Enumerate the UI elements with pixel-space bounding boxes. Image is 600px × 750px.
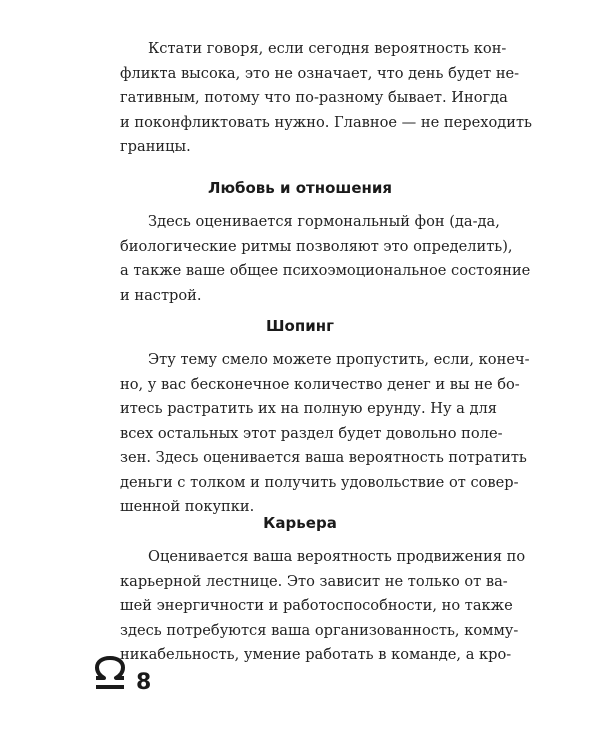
career-paragraph — [120, 545, 526, 668]
text-line: карьерной лестнице. Это зависит не только от ва- — [120, 572, 508, 590]
text-line: зен. Здесь оценивается ваша вероятность потратить — [120, 449, 527, 466]
text-line: деньги с толком и получить удовольствие от совер- — [120, 473, 519, 491]
text-line: а также ваше общее психоэмоциональное состояние — [120, 262, 531, 279]
page-footer — [90, 656, 152, 695]
intro-paragraph — [120, 37, 532, 160]
section-heading-career: Карьера — [263, 514, 337, 532]
text-line: биологические ритмы позволяют это определить), — [120, 237, 513, 255]
text-line: Оценивается ваша вероятность продвижения по — [148, 548, 526, 565]
text-line: и поконфликтовать нужно. Главное — не переходить — [120, 113, 532, 131]
text-line: всех остальных этот раздел будет довольно поле- — [120, 424, 503, 442]
text-line: никабельность, умение работать в команде, а кро- — [120, 646, 512, 663]
text-line: фликта высока, это не означает, что день будет не- — [120, 64, 520, 82]
section-heading-love: Любовь и отношения — [207, 179, 393, 197]
text-line: Здесь оценивается гормональный фон (да-да, — [148, 213, 500, 230]
text-line: Эту тему смело можете пропустить, если, конеч- — [148, 351, 530, 368]
text-line: гативным, потому что по-разному бывает. Иногда — [120, 89, 508, 106]
libra-icon — [90, 656, 130, 692]
text-line: шенной покупки. — [120, 498, 255, 515]
text-line: но, у вас бесконечное количество денег и вы не бо- — [120, 375, 520, 393]
page-number: 8 — [136, 670, 152, 695]
text-line: здесь потребуются ваша организованность, комму- — [120, 621, 519, 639]
text-line: и настрой. — [120, 286, 202, 304]
text-line: границы. — [120, 138, 191, 155]
text-line: Кстати говоря, если сегодня вероятность кон- — [148, 40, 507, 57]
section-heading-shopping: Шопинг — [266, 317, 334, 335]
text-line: шей энергичности и работоспособности, но также — [120, 597, 513, 614]
text-line: итесь растратить их на полную ерунду. Ну а для — [120, 400, 497, 417]
love-paragraph — [120, 210, 531, 308]
shopping-paragraph — [120, 348, 530, 520]
